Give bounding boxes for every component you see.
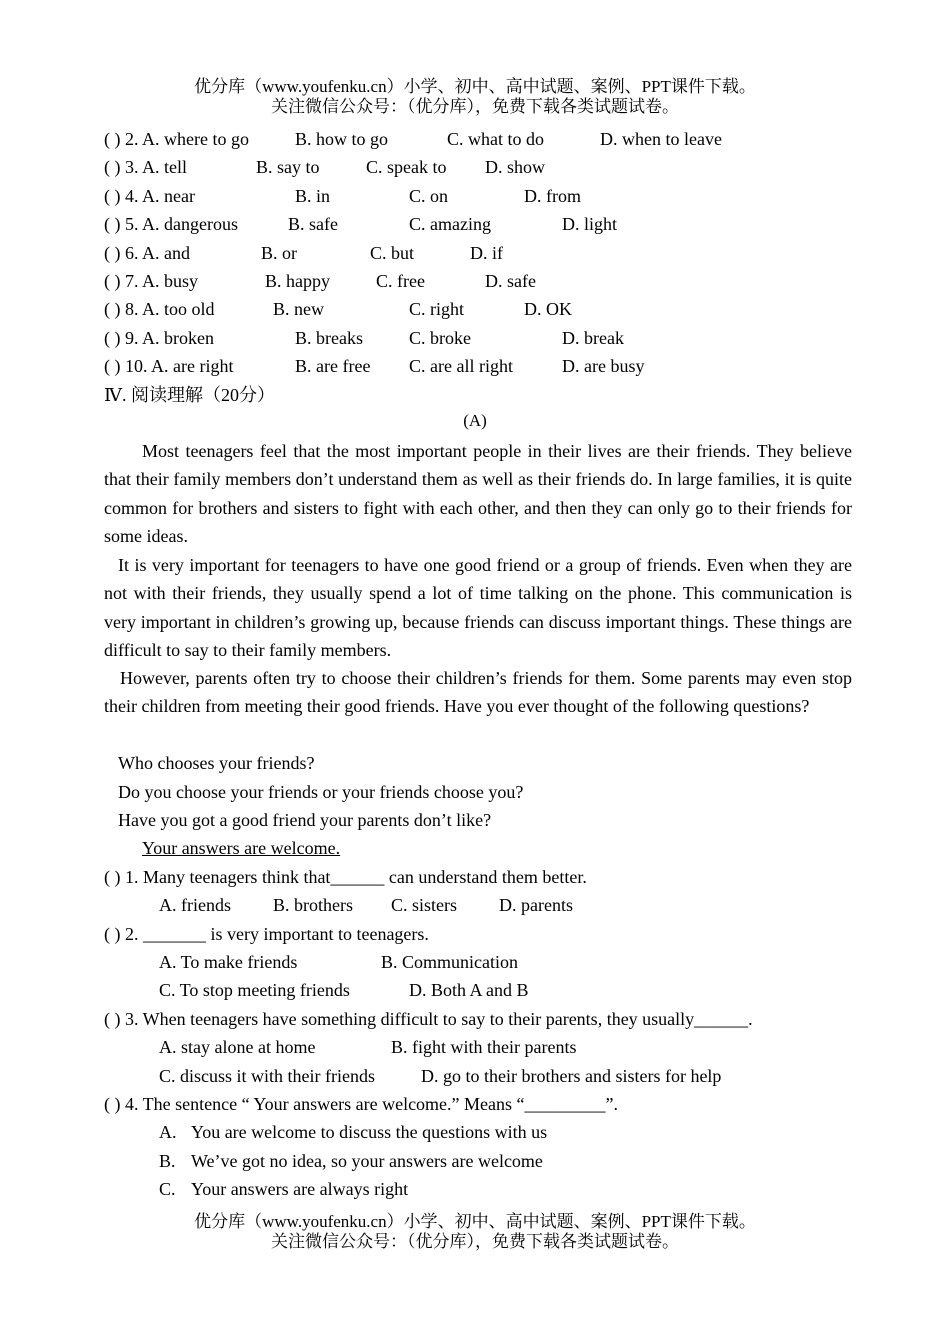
option-text: Your answers are always right bbox=[191, 1179, 409, 1199]
option-b: B. or bbox=[261, 243, 297, 263]
option-b: B. breaks bbox=[295, 328, 363, 348]
header-line-2: 关注微信公众号：（优分库），免费下载各类试题试卷。 bbox=[271, 97, 679, 116]
cloze-question: ( ) 2. A. where to go bbox=[104, 129, 249, 149]
cloze-question: ( ) 6. A. and bbox=[104, 243, 190, 263]
option-b: B. Communication bbox=[381, 952, 518, 972]
question-2-options-row-2 bbox=[159, 978, 529, 1002]
option-a: A. To make friends bbox=[159, 952, 298, 972]
option-c: C. right bbox=[409, 299, 465, 319]
option-b: B. fight with their parents bbox=[391, 1037, 577, 1057]
passage-question-2: Do you choose your friends or your friends choose you? bbox=[118, 782, 524, 802]
question-3-options-row-2 bbox=[159, 1064, 722, 1088]
option-label: C. bbox=[159, 1179, 176, 1199]
option-d: D. go to their brothers and sisters for help bbox=[421, 1066, 722, 1086]
option-d: D. light bbox=[562, 214, 618, 234]
question-3: ( ) 3. When teenagers have something difficult to say to their parents, they usually______. bbox=[104, 1009, 753, 1029]
passage-paragraph-2: It is very important for teenagers to have one good friend or a group of friends. Even when they are not with their friends, they usually spend a lot of time talking on the phone. This communication is very important in children’s growing up, because friends can discuss important things. These things are difficult to say to their family members. bbox=[104, 555, 852, 661]
cloze-row bbox=[104, 326, 624, 350]
passage-closing: Your answers are welcome. bbox=[142, 838, 341, 858]
option-b: B. are free bbox=[295, 356, 371, 376]
cloze-row bbox=[104, 297, 572, 321]
question-1: ( ) 1. Many teenagers think that______ can understand them better. bbox=[104, 867, 587, 887]
option-b: B. say to bbox=[256, 157, 320, 177]
footer-line-2: 关注微信公众号：（优分库），免费下载各类试题试卷。 bbox=[271, 1232, 679, 1251]
option-d: D. when to leave bbox=[600, 129, 722, 149]
option-c: C. on bbox=[409, 186, 449, 206]
option-c: C. discuss it with their friends bbox=[159, 1066, 375, 1086]
option-text: We’ve got no idea, so your answers are welcome bbox=[191, 1151, 543, 1171]
question-3-options-row-1 bbox=[159, 1035, 577, 1059]
option-b: B. in bbox=[295, 186, 331, 206]
cloze-question: ( ) 9. A. broken bbox=[104, 328, 214, 348]
option-c: C. broke bbox=[409, 328, 471, 348]
question-2: ( ) 2. _______ is very important to teenagers. bbox=[104, 924, 429, 944]
passage-question-3: Have you got a good friend your parents don’t like? bbox=[118, 810, 492, 830]
passage-paragraph-1: Most teenagers feel that the most important people in their lives are their friends. They believe that their family members don’t understand them as well as their friends do. In large families, it is quite common for brothers and sisters to fight with each other, and then they can only go to their friends for some ideas. bbox=[104, 441, 852, 547]
footer-line-1: 优分库（www.youfenku.cn）小学、初中、高中试题、案例、PPT课件下载。 bbox=[194, 1212, 756, 1231]
cloze-question: ( ) 4. A. near bbox=[104, 186, 195, 206]
option-a: A. friends bbox=[159, 895, 231, 915]
option-d: D. show bbox=[485, 157, 546, 177]
question-1-options bbox=[159, 893, 573, 917]
cloze-row bbox=[104, 184, 581, 208]
option-d: D. if bbox=[470, 243, 503, 263]
option-c: C. are all right bbox=[409, 356, 513, 376]
cloze-question: ( ) 8. A. too old bbox=[104, 299, 215, 319]
option-d: D. parents bbox=[499, 895, 573, 915]
option-d: D. break bbox=[562, 328, 624, 348]
passage-paragraph-3: However, parents often try to choose their children’s friends for them. Some parents may even stop their children from meeting their good friends. Have you ever thought of the following questions? bbox=[104, 668, 852, 717]
cloze-row bbox=[104, 155, 546, 179]
option-d: D. Both A and B bbox=[409, 980, 529, 1000]
cloze-row bbox=[104, 354, 645, 378]
cloze-row bbox=[104, 269, 536, 293]
question-4-option-a bbox=[159, 1120, 548, 1144]
option-c: C. speak to bbox=[366, 157, 447, 177]
passage-label: (A) bbox=[463, 411, 487, 430]
option-c: C. amazing bbox=[409, 214, 491, 234]
cloze-question: ( ) 10. A. are right bbox=[104, 356, 234, 376]
option-label: B. bbox=[159, 1151, 176, 1171]
cloze-row bbox=[104, 241, 503, 265]
option-c: C. To stop meeting friends bbox=[159, 980, 350, 1000]
option-d: D. OK bbox=[524, 299, 572, 319]
question-4-option-b bbox=[159, 1149, 543, 1173]
option-c: C. but bbox=[370, 243, 415, 263]
question-2-options-row-1 bbox=[159, 950, 518, 974]
option-text: You are welcome to discuss the questions with us bbox=[191, 1122, 548, 1142]
option-b: B. how to go bbox=[295, 129, 389, 149]
option-d: D. are busy bbox=[562, 356, 645, 376]
section-title: Ⅳ. 阅读理解（20分） bbox=[104, 385, 275, 405]
option-a: A. stay alone at home bbox=[159, 1037, 316, 1057]
option-b: B. happy bbox=[265, 271, 330, 291]
question-4: ( ) 4. The sentence “ Your answers are welcome.” Means “_________”. bbox=[104, 1094, 619, 1114]
option-c: C. what to do bbox=[447, 129, 544, 149]
option-b: B. new bbox=[273, 299, 324, 319]
option-b: B. safe bbox=[288, 214, 338, 234]
cloze-row bbox=[104, 212, 618, 236]
option-b: B. brothers bbox=[273, 895, 353, 915]
option-label: A. bbox=[159, 1122, 177, 1142]
option-c: C. free bbox=[376, 271, 425, 291]
cloze-question: ( ) 5. A. dangerous bbox=[104, 214, 238, 234]
cloze-question: ( ) 3. A. tell bbox=[104, 157, 187, 177]
question-4-option-c bbox=[159, 1177, 409, 1201]
cloze-question: ( ) 7. A. busy bbox=[104, 271, 198, 291]
passage-question-1: Who chooses your friends? bbox=[118, 753, 315, 773]
option-c: C. sisters bbox=[391, 895, 458, 915]
cloze-row bbox=[104, 127, 722, 151]
option-d: D. from bbox=[524, 186, 581, 206]
header-line-1: 优分库（www.youfenku.cn）小学、初中、高中试题、案例、PPT课件下载。 bbox=[194, 77, 756, 96]
option-d: D. safe bbox=[485, 271, 536, 291]
